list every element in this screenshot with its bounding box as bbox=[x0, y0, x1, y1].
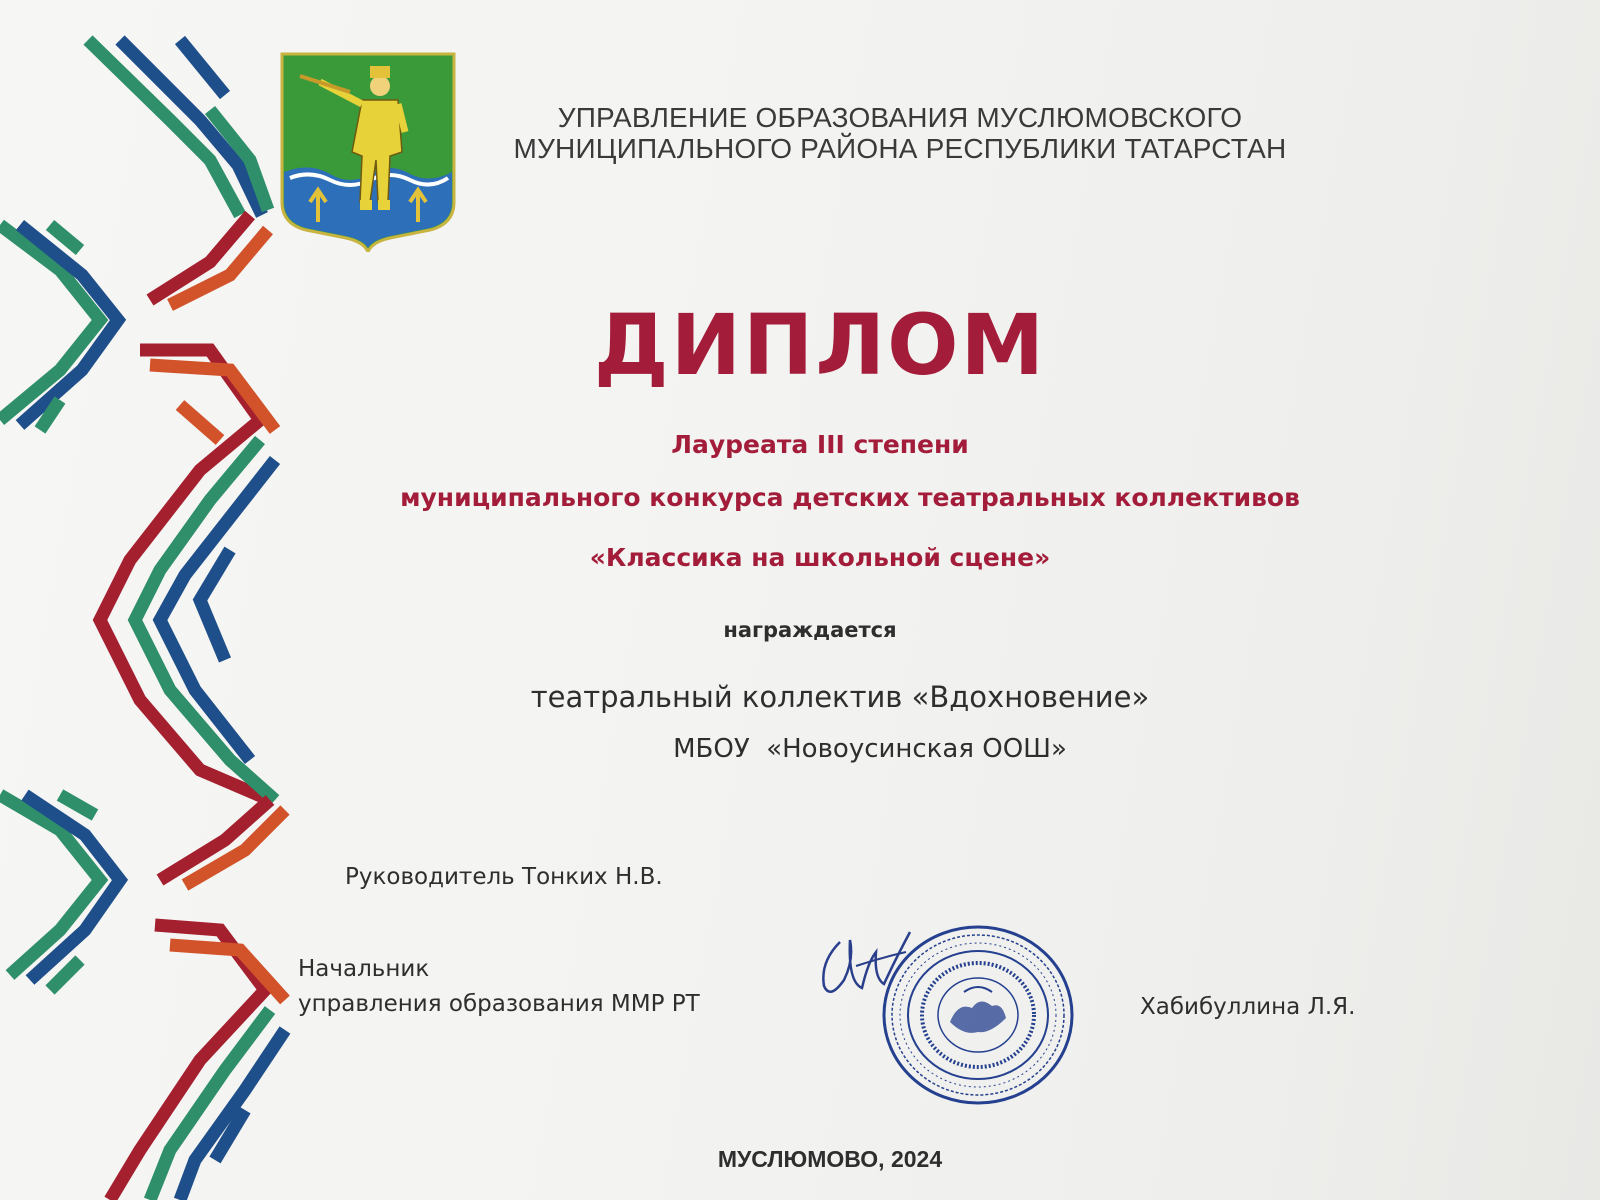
contest-text: муниципального конкурса детских театральных коллективов bbox=[400, 483, 1300, 512]
recipient-name: театральный коллектив «Вдохновение» bbox=[530, 680, 1150, 714]
ornament-pattern-icon bbox=[0, 0, 300, 1200]
issuer-line-1: УПРАВЛЕНИЕ ОБРАЗОВАНИЯ МУСЛЮМОВСКОГО bbox=[557, 102, 1243, 133]
chief-title-line-1: Начальник bbox=[298, 956, 430, 982]
issuer-line-2: МУНИЦИПАЛЬНОГО РАЙОНА РЕСПУБЛИКИ ТАТАРСТАН bbox=[513, 133, 1287, 164]
place-and-year: МУСЛЮМОВО, 2024 bbox=[717, 1146, 943, 1172]
awarded-label: награждается bbox=[723, 618, 897, 642]
leader-name: Руководитель Тонких Н.В. bbox=[345, 864, 663, 890]
coat-of-arms-icon bbox=[280, 52, 456, 252]
contest-name: «Классика на школьной сцене» bbox=[589, 543, 1051, 572]
school-name: МБОУ «Новоусинская ООШ» bbox=[673, 734, 1067, 764]
issuer-header bbox=[460, 102, 1340, 164]
official-stamp-icon bbox=[880, 922, 1076, 1108]
degree-text: Лауреата III степени bbox=[671, 430, 969, 459]
chief-name: Хабибуллина Л.Я. bbox=[1140, 994, 1356, 1020]
chief-title-line-2: управления образования ММР РТ bbox=[298, 991, 700, 1017]
chief-title bbox=[298, 952, 700, 1022]
diploma-title: ДИПЛОМ bbox=[593, 296, 1047, 394]
